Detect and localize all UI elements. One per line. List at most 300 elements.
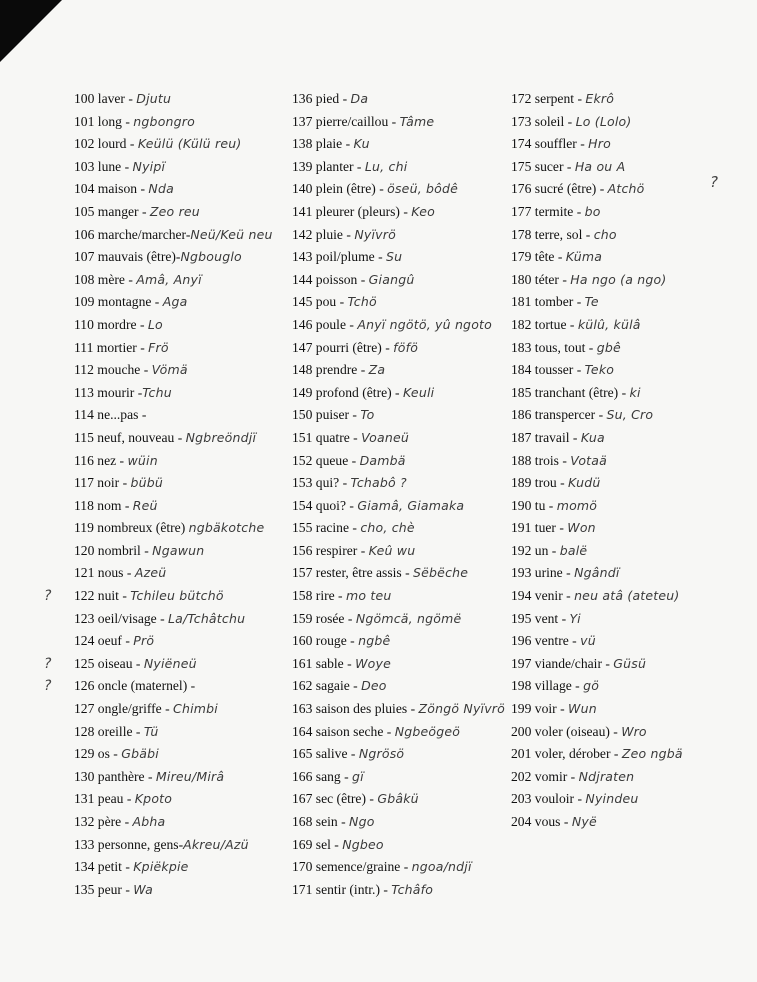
entry-separator: - (339, 475, 351, 491)
entry-separator: - (134, 384, 143, 400)
vocab-entry (74, 314, 273, 337)
vocab-entry (74, 834, 273, 857)
entry-label: 179 tête (511, 249, 555, 265)
entry-separator: - (151, 294, 163, 310)
entry-handwritten-translation: ki (629, 384, 641, 400)
entry-handwritten-translation: Neü/Keü neu (190, 226, 273, 242)
vocab-entry (292, 517, 505, 540)
entry-handwritten-translation: mo teu (345, 588, 392, 604)
entry-handwritten-translation: Atchö (607, 181, 645, 197)
vocab-entry (74, 246, 273, 269)
entry-handwritten-translation: Ha ngo (a ngo) (570, 271, 667, 287)
entry-separator: - (399, 203, 412, 219)
entry-label: 103 lune (74, 158, 122, 174)
entry-handwritten-translation: La/Tchâtchu (168, 610, 246, 626)
entry-handwritten-translation: Ngbeo (342, 836, 384, 852)
entry-label: 109 montagne (74, 294, 152, 310)
vocab-entry (292, 562, 505, 585)
vocab-entry (511, 630, 683, 653)
entry-separator: - (556, 701, 569, 717)
entry-handwritten-translation: Tchabô ? (350, 475, 407, 491)
entry-separator: - (558, 271, 571, 287)
entry-label: 186 transpercer (511, 407, 596, 423)
entry-label: 161 sable (292, 655, 344, 671)
entry-handwritten-translation: Deo (361, 678, 387, 694)
vocab-entry (74, 291, 273, 314)
entry-handwritten-translation: külû, külâ (577, 316, 641, 332)
entry-separator: - (353, 158, 365, 174)
vocab-entry (292, 653, 505, 676)
vocab-entry (74, 224, 273, 247)
entry-label: 188 trois (511, 452, 559, 468)
vocab-entry (74, 630, 273, 653)
entry-label: 141 pleurer (pleurs) (292, 203, 400, 219)
entry-label: 140 plein (être) (292, 181, 376, 197)
entry-handwritten-translation: cho (593, 226, 617, 242)
entry-handwritten-translation: Wa (133, 881, 154, 897)
vocab-entry (44, 675, 273, 698)
entry-separator: - (571, 678, 584, 694)
entry-handwritten-translation: vü (580, 633, 596, 649)
entry-handwritten-translation: Giamâ, Giamaka (357, 497, 465, 513)
entry-label: 128 oreille (74, 723, 133, 739)
entry-handwritten-translation: wüin (127, 452, 158, 468)
entry-separator: - (609, 723, 622, 739)
entry-handwritten-translation: Woye (355, 655, 391, 671)
entry-handwritten-translation: bübü (130, 475, 164, 491)
entry-label: 123 oeil/visage (74, 610, 157, 626)
entry-label: 148 prendre (292, 362, 358, 378)
vocab-entry (511, 721, 683, 744)
vocab-entry (74, 856, 273, 879)
entry-label: 166 sang (292, 768, 341, 784)
entry-label: 153 qui? (292, 475, 340, 491)
entry-separator: - (330, 836, 343, 852)
vocab-entry (511, 608, 683, 631)
vocab-entry (292, 630, 505, 653)
entry-separator: - (388, 113, 400, 129)
column-3 (511, 88, 683, 834)
vocab-entry (292, 856, 505, 879)
entry-handwritten-translation: Nyïvrö (354, 226, 396, 242)
entry-separator: - (334, 588, 346, 604)
entry-handwritten-translation: Ngömcä, ngömë (355, 610, 462, 626)
entry-handwritten-translation: Güsü (613, 655, 647, 671)
entry-handwritten-translation: Nyë (571, 814, 597, 829)
entry-handwritten-translation: Tü (143, 723, 159, 739)
vocab-entry (292, 450, 505, 473)
entry-handwritten-translation: Keülü (Külü reu) (137, 136, 242, 152)
entry-label: 111 mortier (74, 339, 137, 355)
entry-label: 198 village (511, 678, 572, 694)
entry-label: 203 vouloir (511, 791, 575, 807)
entry-separator: - (161, 701, 174, 717)
vocab-entry (511, 156, 683, 179)
entry-label: 187 travail (511, 429, 570, 445)
entry-separator: - (558, 610, 570, 626)
entry-handwritten-translation: Wun (568, 701, 597, 717)
vocab-entry (44, 585, 273, 608)
vocab-entry (74, 88, 273, 111)
entry-handwritten-translation: Küma (565, 249, 603, 265)
entry-separator: - (126, 136, 138, 152)
entry-handwritten-translation: ngoa/ndjï (411, 859, 472, 875)
entry-label: 110 mordre (74, 316, 137, 332)
entry-separator: - (346, 633, 359, 649)
entry-separator: - (582, 226, 594, 242)
entry-separator: - (342, 136, 354, 152)
entry-separator: - (562, 588, 575, 604)
entry-label: 105 manger (74, 203, 139, 219)
entry-separator: - (357, 362, 369, 378)
entry-handwritten-translation: Keo (411, 203, 435, 219)
vocab-entry (292, 743, 505, 766)
entry-handwritten-translation: Gbäbi (121, 746, 159, 762)
vocab-entry (74, 562, 273, 585)
entry-handwritten-translation: Abha (132, 814, 166, 829)
entry-label: 193 urine (511, 565, 563, 581)
entry-label: 126 oncle (maternel) (74, 678, 188, 694)
vocab-entry (511, 743, 683, 766)
vocab-entry (292, 224, 505, 247)
vocab-entry (292, 337, 505, 360)
vocab-entry (74, 698, 273, 721)
vocab-entry (292, 201, 505, 224)
vocab-entry (74, 133, 273, 156)
entry-separator: - (185, 226, 191, 242)
entry-separator: - (144, 768, 156, 784)
entry-handwritten-translation: Kua (580, 429, 605, 445)
entry-separator: - (349, 407, 361, 423)
entry-label: 117 noir (74, 475, 120, 491)
entry-handwritten-translation: Ku (353, 136, 370, 152)
entry-handwritten-translation: Dambä (359, 452, 406, 468)
entry-separator: - (343, 655, 356, 671)
entry-label: 157 rester, être assis (292, 565, 402, 581)
entry-label: 181 tomber (511, 294, 574, 310)
vocab-entry (74, 359, 273, 382)
entry-label: 169 sel (292, 836, 331, 852)
entry-label: 119 nombreux (être) (74, 520, 186, 536)
entry-handwritten-translation: bo (584, 203, 601, 219)
vocab-entry (511, 653, 683, 676)
entry-label: 184 tousser (511, 362, 574, 378)
vocab-entry (511, 540, 683, 563)
entry-handwritten-translation: Sëbëche (413, 565, 469, 581)
entry-label: 155 racine (292, 520, 349, 536)
entry-label: 137 pierre/caillou (292, 113, 389, 129)
vocab-entry (74, 721, 273, 744)
vocab-entry (292, 585, 505, 608)
entry-label: 182 tortue (511, 316, 567, 332)
entry-separator: - (121, 158, 133, 174)
entry-label: 130 panthère (74, 768, 145, 784)
entry-separator: - (123, 565, 135, 581)
entry-handwritten-translation: Mireu/Mirâ (155, 768, 225, 784)
vocab-entry (511, 698, 683, 721)
vocab-entry (511, 178, 683, 201)
entry-label: 145 pou (292, 294, 337, 310)
entry-handwritten-translation: Voaneü (361, 429, 409, 445)
vocab-entry (74, 404, 273, 427)
entry-label: 114 ne...pas (74, 407, 139, 423)
entry-label: 167 sec (être) (292, 791, 366, 807)
entry-separator: - (610, 746, 622, 762)
entry-label: 190 tu (511, 497, 546, 513)
entry-separator: - (349, 678, 362, 694)
entry-separator: - (121, 497, 133, 513)
vocab-entry (74, 517, 273, 540)
entry-handwritten-translation: Keû wu (368, 542, 416, 558)
entry-handwritten-translation: Tâme (399, 113, 435, 129)
entry-separator: - (123, 791, 135, 807)
entry-handwritten-translation: neu atâ (ateteu) (574, 588, 680, 604)
vocab-entry (511, 562, 683, 585)
entry-label: 173 soleil (511, 113, 565, 129)
entry-separator: - (401, 565, 414, 581)
entry-handwritten-translation: Kpiëkpie (133, 859, 189, 875)
entry-label: 131 peau (74, 791, 124, 807)
entry-label: 192 un (511, 542, 549, 558)
margin-mark: ? (44, 678, 52, 695)
entry-handwritten-translation: Da (350, 91, 369, 106)
entry-separator: - (140, 542, 153, 558)
vocab-entry (292, 133, 505, 156)
vocab-entry (292, 495, 505, 518)
entry-separator: - (357, 542, 369, 558)
column-2 (292, 88, 505, 901)
entry-label: 146 poule (292, 316, 346, 332)
vocab-entry (292, 540, 505, 563)
entry-handwritten-translation: Te (584, 294, 599, 310)
margin-mark: ? (44, 588, 52, 605)
entry-separator: - (349, 520, 361, 536)
entry-handwritten-translation: Vömä (151, 362, 188, 378)
entry-separator: - (124, 91, 137, 106)
vocab-entry (511, 269, 683, 292)
entry-separator: - (342, 226, 355, 242)
vocab-entry (511, 675, 683, 698)
entry-label: 125 oiseau (74, 655, 133, 671)
entry-separator: - (118, 588, 131, 604)
entry-label: 147 pourri (être) (292, 339, 382, 355)
entry-label: 194 venir (511, 588, 563, 604)
vocab-entry (74, 540, 273, 563)
entry-label: 154 quoi? (292, 497, 346, 513)
vocab-entry (74, 879, 273, 902)
entry-separator: - (349, 429, 362, 445)
entry-separator: - (400, 859, 412, 875)
entry-separator: - (596, 181, 608, 197)
entry-label: 177 termite (511, 203, 574, 219)
entry-label: 122 nuit (74, 588, 119, 604)
entry-separator: - (132, 723, 144, 739)
vocab-entry (74, 156, 273, 179)
entry-separator: - (555, 520, 568, 536)
entry-label: 189 trou (511, 475, 557, 491)
entry-label: 108 mère (74, 271, 125, 287)
vocab-entry (511, 291, 683, 314)
entry-label: 168 sein (292, 814, 338, 829)
entry-handwritten-translation: Ndjraten (578, 768, 635, 784)
entry-label: 127 ongle/griffe (74, 701, 162, 717)
entry-handwritten-translation: Ngo (349, 814, 375, 829)
vocab-entry (292, 88, 505, 111)
entry-separator: - (340, 768, 353, 784)
vocab-entry (511, 472, 683, 495)
entry-handwritten-translation: Su (386, 249, 403, 265)
entry-separator: - (357, 271, 369, 287)
entry-handwritten-translation: Lo (Lolo) (575, 113, 632, 129)
entry-label: 129 os (74, 746, 110, 762)
entry-label: 134 petit (74, 859, 122, 875)
entry-separator: - (379, 881, 392, 897)
entry-label: 121 nous (74, 565, 124, 581)
entry-handwritten-translation: Lu, chi (364, 158, 408, 174)
entry-separator: - (556, 475, 569, 491)
entry-label: 135 peur (74, 881, 122, 897)
entry-handwritten-translation: Amâ, Anyï (136, 271, 202, 287)
vocab-entry (74, 382, 273, 405)
entry-handwritten-translation: Ngbouglo (180, 249, 242, 265)
entry-label: 107 mauvais (être) (74, 249, 176, 265)
entry-label: 102 lourd (74, 136, 127, 152)
entry-separator: - (116, 452, 128, 468)
vocab-entry (74, 766, 273, 789)
entry-handwritten-translation: Ekrô (585, 91, 615, 106)
entry-separator: - (574, 791, 586, 807)
entry-separator: - (187, 678, 196, 694)
entry-handwritten-translation: Ha ou A (574, 158, 626, 174)
vocab-entry (292, 427, 505, 450)
entry-separator: - (601, 655, 614, 671)
vocab-entry (74, 201, 273, 224)
entry-handwritten-translation: Azeü (134, 565, 167, 581)
entry-label: 174 souffler (511, 136, 577, 152)
vocab-entry (74, 472, 273, 495)
vocab-entry (511, 111, 683, 134)
vocab-entry (74, 427, 273, 450)
vocab-entry (74, 337, 273, 360)
entry-separator: - (136, 339, 149, 355)
entry-handwritten-translation: Ngawun (152, 542, 205, 558)
entry-handwritten-translation: Votaä (570, 452, 607, 468)
entry-separator: - (121, 633, 134, 649)
entry-label: 191 tuer (511, 520, 556, 536)
entry-handwritten-translation: Anyï ngötö, yû ngoto (357, 316, 492, 332)
entry-separator: - (567, 768, 579, 784)
entry-label: 106 marche/marcher (74, 226, 186, 242)
entry-handwritten-translation: Za (368, 362, 386, 378)
entry-separator: - (140, 362, 152, 378)
vocab-entry (511, 224, 683, 247)
entry-label: 199 voir (511, 701, 557, 717)
entry-separator: - (560, 814, 572, 829)
entry-separator: - (121, 814, 133, 829)
entry-handwritten-translation: gï (352, 768, 364, 784)
vocab-entry (511, 337, 683, 360)
entry-label: 143 poil/plume (292, 249, 375, 265)
entry-handwritten-translation: Tchâfo (391, 881, 434, 897)
vocab-entry (74, 495, 273, 518)
vocab-entry (511, 382, 683, 405)
entry-handwritten-translation: cho, chè (360, 520, 415, 536)
vocab-entry (511, 517, 683, 540)
entry-label: 124 oeuf (74, 633, 122, 649)
entry-label: 204 vous (511, 814, 561, 829)
entry-handwritten-translation: föfö (393, 339, 419, 355)
entry-separator: - (562, 565, 575, 581)
entry-handwritten-translation: To (360, 407, 375, 423)
entry-label: 200 voler (oiseau) (511, 723, 610, 739)
entry-separator: - (381, 339, 394, 355)
entry-handwritten-translation: Teko (584, 362, 615, 378)
page-corner-fold (0, 0, 62, 62)
vocab-entry (511, 450, 683, 473)
vocab-entry (511, 246, 683, 269)
entry-handwritten-translation: Ngândï (574, 565, 620, 581)
margin-mark: ? (44, 655, 52, 672)
entry-label: 100 laver (74, 91, 125, 106)
entry-label: 180 téter (511, 271, 559, 287)
vocab-entry (292, 675, 505, 698)
vocab-entry (511, 359, 683, 382)
entry-handwritten-translation: ngbongro (133, 113, 195, 129)
entry-handwritten-translation: Akreu/Azü (183, 836, 249, 852)
entry-separator: - (132, 655, 144, 671)
entry-separator: - (138, 407, 147, 423)
entry-separator: - (566, 316, 578, 332)
entry-separator: - (365, 791, 378, 807)
entry-separator: - (347, 746, 359, 762)
vocab-entry (292, 834, 505, 857)
entry-separator: - (558, 452, 571, 468)
entry-separator: - (119, 475, 131, 491)
vocab-entry (292, 314, 505, 337)
entry-handwritten-translation: Wro (621, 723, 647, 739)
entry-separator: - (109, 746, 122, 762)
entry-separator: - (121, 859, 134, 875)
entry-separator: - (336, 294, 348, 310)
entry-separator: - (374, 249, 387, 265)
vocab-entry (292, 269, 505, 292)
vocab-entry (292, 404, 505, 427)
entry-separator: - (383, 723, 395, 739)
entry-label: 142 pluie (292, 226, 343, 242)
entry-handwritten-translation: Prö (133, 633, 155, 649)
vocab-entry (511, 404, 683, 427)
entry-label: 118 nom (74, 497, 122, 513)
entry-separator: - (573, 362, 585, 378)
vocab-entry (292, 156, 505, 179)
entry-separator: - (564, 113, 576, 129)
entry-handwritten-translation: Hro (588, 136, 611, 152)
entry-separator: - (337, 814, 350, 829)
entry-label: 185 tranchant (être) (511, 384, 619, 400)
entry-handwritten-translation: Won (567, 520, 596, 536)
entry-separator: - (585, 339, 597, 355)
entry-handwritten-translation: Kpoto (134, 791, 173, 807)
entry-label: 101 long (74, 113, 122, 129)
vocab-entry (292, 382, 505, 405)
entry-label: 113 mourir (74, 384, 135, 400)
entry-separator: - (573, 294, 585, 310)
entry-handwritten-translation: Ngbreöndjï (185, 429, 257, 445)
entry-label: 195 vent (511, 610, 559, 626)
entry-label: 202 vomir (511, 768, 568, 784)
entry-label: 170 semence/graine (292, 859, 401, 875)
vocab-entry (74, 178, 273, 201)
